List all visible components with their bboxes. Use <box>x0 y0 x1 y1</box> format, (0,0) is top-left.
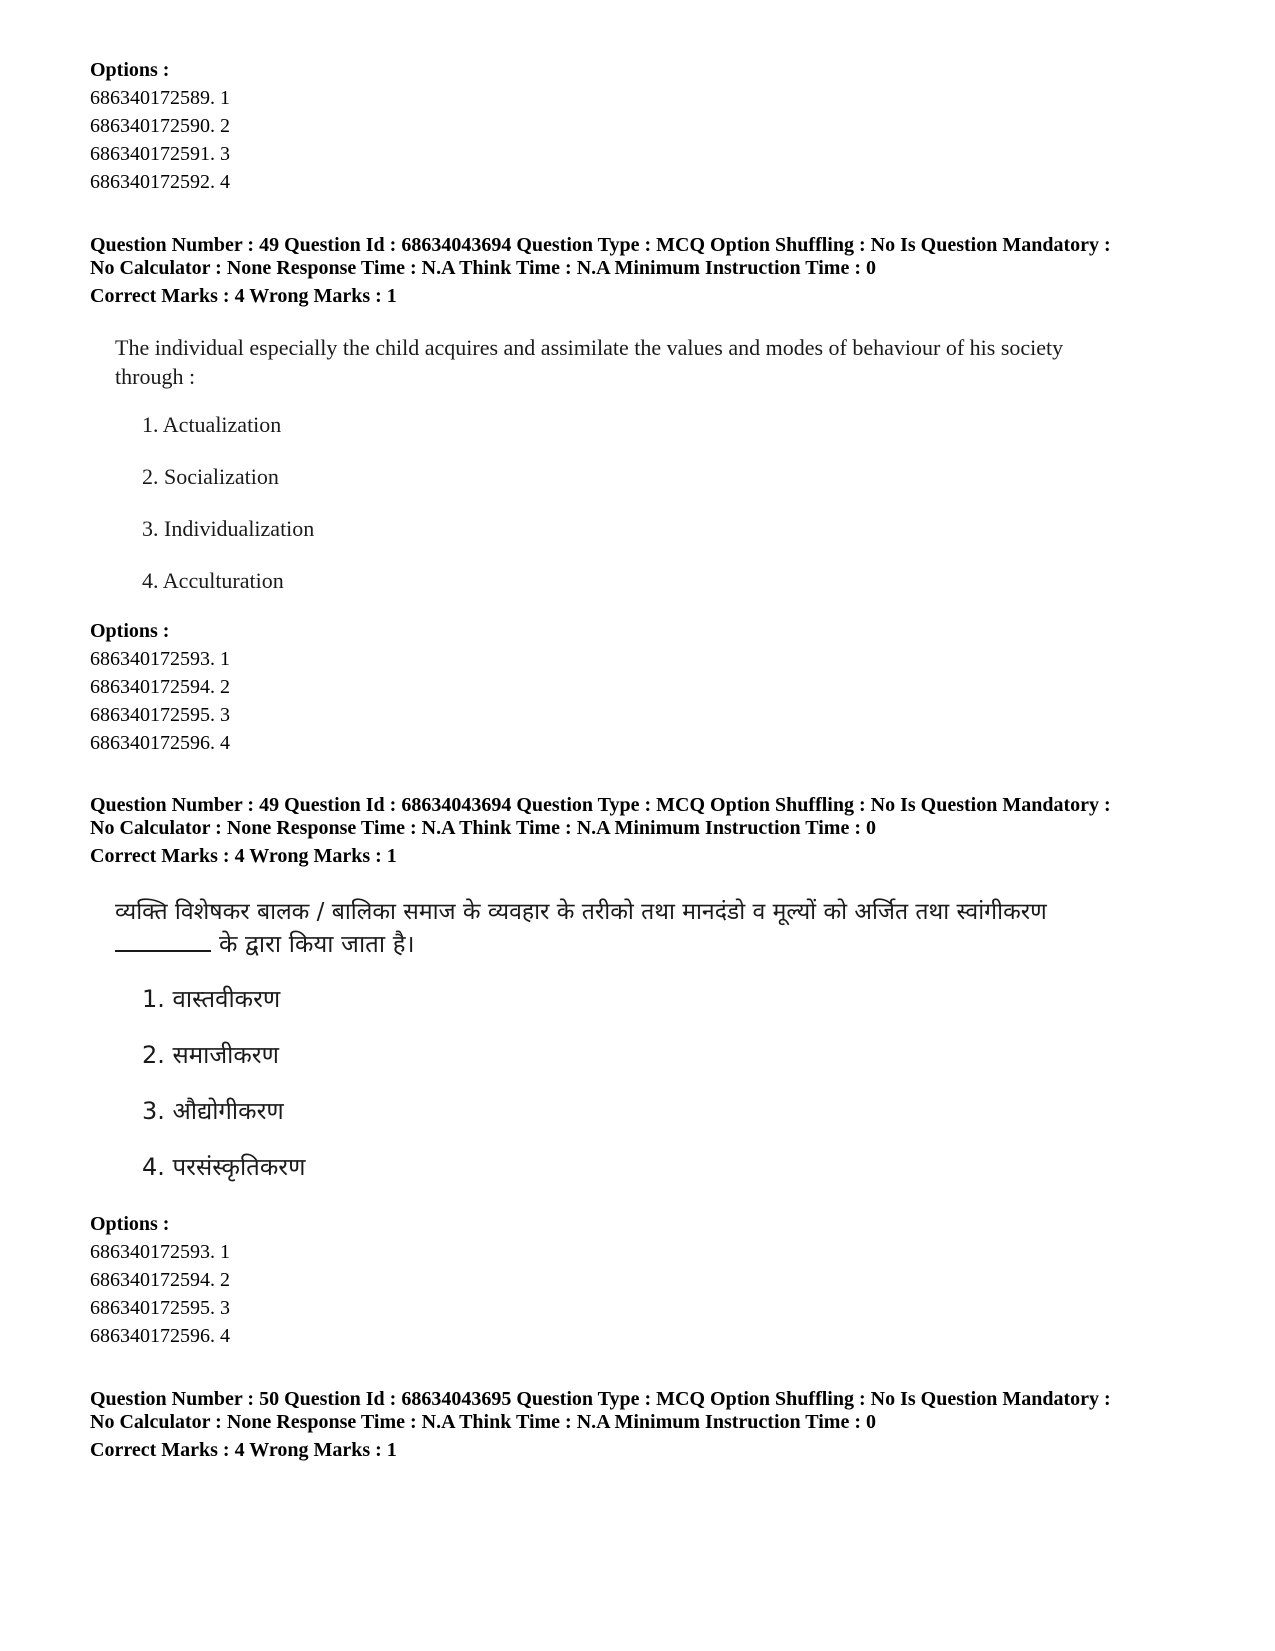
options-label: Options : <box>90 620 170 642</box>
option-line: 686340172590. 2 <box>90 115 230 137</box>
marks-line: Correct Marks : 4 Wrong Marks : 1 <box>90 1439 397 1461</box>
question-choice: 2. Socialization <box>142 464 279 489</box>
question-header-line2: No Calculator : None Response Time : N.A Think Time : N.A Minimum Instruction Time : 0 <box>90 257 876 279</box>
question-choice: 3. औद्योगीकरण <box>142 1097 284 1125</box>
marks-line: Correct Marks : 4 Wrong Marks : 1 <box>90 285 397 307</box>
question-header-line1: Question Number : 49 Question Id : 68634043694 Question Type : MCQ Option Shuffling : No Is Question Mandatory : <box>90 234 1111 256</box>
question-choice: 2. समाजीकरण <box>142 1041 279 1069</box>
option-line: 686340172594. 2 <box>90 1269 230 1291</box>
options-label: Options : <box>90 1213 170 1235</box>
question-text-line1: व्यक्ति विशेषकर बालक / बालिका समाज के व्यवहार के तरीको तथा मानदंडो व मूल्यों को अर्जित तथा स्वांगीकरण <box>115 899 1047 925</box>
question-text-line2 <box>115 927 415 961</box>
option-line: 686340172595. 3 <box>90 1297 230 1319</box>
question-choice: 4. Acculturation <box>142 568 284 593</box>
option-line: 686340172596. 4 <box>90 732 230 754</box>
question-choice: 4. परसंस्कृतिकरण <box>142 1153 306 1181</box>
question-header-line2: No Calculator : None Response Time : N.A Think Time : N.A Minimum Instruction Time : 0 <box>90 817 876 839</box>
question-choice: 3. Individualization <box>142 516 315 541</box>
question-header-line1: Question Number : 50 Question Id : 68634043695 Question Type : MCQ Option Shuffling : No Is Question Mandatory : <box>90 1388 1111 1410</box>
option-line: 686340172592. 4 <box>90 171 230 193</box>
question-text: The individual especially the child acquires and assimilate the values and modes of behaviour of his society through : <box>115 335 1064 389</box>
question-choice: 1. वास्तवीकरण <box>142 985 281 1013</box>
option-line: 686340172594. 2 <box>90 676 230 698</box>
option-line: 686340172593. 1 <box>90 1241 230 1263</box>
question-choice: 1. Actualization <box>142 412 282 437</box>
question-header-line2: No Calculator : None Response Time : N.A Think Time : N.A Minimum Instruction Time : 0 <box>90 1411 876 1433</box>
option-line: 686340172595. 3 <box>90 704 230 726</box>
options-label: Options : <box>90 59 170 81</box>
option-line: 686340172596. 4 <box>90 1325 230 1347</box>
marks-line: Correct Marks : 4 Wrong Marks : 1 <box>90 845 397 867</box>
option-line: 686340172589. 1 <box>90 87 230 109</box>
answer-blank <box>115 950 211 952</box>
question-header-line1: Question Number : 49 Question Id : 68634043694 Question Type : MCQ Option Shuffling : No Is Question Mandatory : <box>90 794 1111 816</box>
question-text-line2-content: के द्वारा किया जाता है। <box>219 930 415 958</box>
option-line: 686340172593. 1 <box>90 648 230 670</box>
option-line: 686340172591. 3 <box>90 143 230 165</box>
